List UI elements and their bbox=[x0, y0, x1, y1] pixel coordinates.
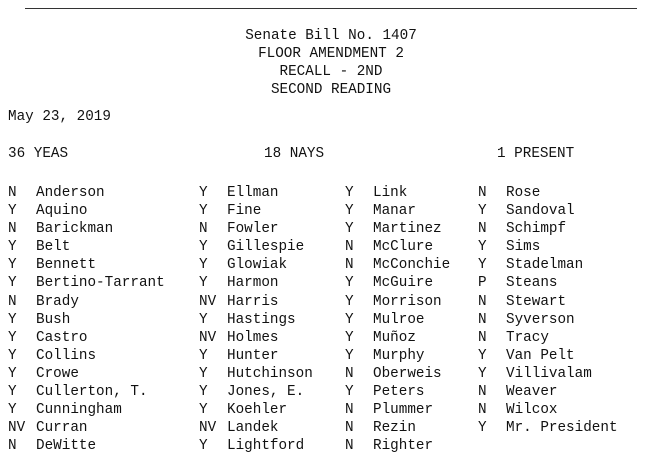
vote-code: Y bbox=[478, 365, 487, 382]
senator-name: Hutchinson bbox=[227, 365, 313, 382]
senator-name: Collins bbox=[36, 347, 97, 364]
vote-code: Y bbox=[8, 311, 17, 328]
vote-date: May 23, 2019 bbox=[8, 109, 111, 125]
vote-code: Y bbox=[8, 257, 17, 274]
senator-name: Steans bbox=[506, 275, 558, 292]
vote-code: Y bbox=[8, 384, 17, 401]
vote-code: N bbox=[345, 438, 354, 455]
senator-name: Anderson bbox=[36, 185, 105, 201]
senator-name: Holmes bbox=[227, 329, 279, 346]
senator-name: Murphy bbox=[373, 347, 425, 364]
action-title: RECALL - 2ND bbox=[279, 64, 383, 80]
vote-code: NV bbox=[199, 329, 217, 346]
vote-code: Y bbox=[8, 347, 17, 364]
yeas-count: 36 YEAS bbox=[8, 146, 69, 162]
senator-name: DeWitte bbox=[36, 438, 97, 455]
vote-code: N bbox=[345, 402, 354, 419]
vote-code: N bbox=[345, 239, 354, 256]
vote-code: Y bbox=[8, 275, 17, 292]
vote-code: P bbox=[478, 275, 487, 292]
vote-code: N bbox=[345, 257, 354, 274]
vote-code: Y bbox=[345, 275, 354, 292]
vote-code: Y bbox=[478, 239, 487, 256]
vote-code: Y bbox=[199, 347, 208, 364]
senator-name: Harmon bbox=[227, 275, 279, 292]
senator-name: Martinez bbox=[373, 221, 442, 238]
vote-code: Y bbox=[345, 293, 354, 310]
vote-code: Y bbox=[478, 257, 487, 274]
senator-name: Weaver bbox=[506, 384, 558, 401]
vote-code: N bbox=[478, 402, 487, 419]
senator-name: McGuire bbox=[373, 275, 434, 292]
senator-name: Oberweis bbox=[373, 365, 442, 382]
senator-name: Landek bbox=[227, 420, 279, 437]
vote-code: Y bbox=[199, 365, 208, 382]
vote-code: Y bbox=[199, 257, 208, 274]
vote-code: Y bbox=[345, 203, 354, 220]
vote-code: Y bbox=[8, 239, 17, 256]
senator-name: Fine bbox=[227, 203, 262, 220]
senator-name: Tracy bbox=[506, 329, 549, 346]
senator-name: Curran bbox=[36, 420, 88, 437]
senator-name: Harris bbox=[227, 293, 279, 310]
vote-code: Y bbox=[8, 203, 17, 220]
senator-name: Aquino bbox=[36, 203, 88, 220]
senator-name: Bush bbox=[36, 311, 71, 328]
vote-code: Y bbox=[8, 402, 17, 419]
senator-name: Stewart bbox=[506, 293, 567, 310]
senator-name: Rose bbox=[506, 185, 541, 201]
senator-name: Barickman bbox=[36, 221, 114, 238]
senator-name: Plummer bbox=[373, 402, 434, 419]
senator-name: Righter bbox=[373, 438, 434, 455]
senator-name: Muñoz bbox=[373, 329, 416, 346]
senator-name: Link bbox=[373, 185, 408, 201]
vote-code: Y bbox=[199, 384, 208, 401]
senator-name: Schimpf bbox=[506, 221, 567, 238]
senator-name: Cullerton, T. bbox=[36, 384, 148, 401]
vote-code: N bbox=[199, 221, 208, 238]
senator-name: Van Pelt bbox=[506, 347, 575, 364]
senator-name: Fowler bbox=[227, 221, 279, 238]
vote-code: N bbox=[345, 420, 354, 437]
senator-name: Manar bbox=[373, 203, 416, 220]
senator-name: Koehler bbox=[227, 402, 288, 419]
vote-code: Y bbox=[345, 185, 354, 201]
vote-code: N bbox=[8, 438, 17, 455]
senator-name: Peters bbox=[373, 384, 425, 401]
senator-name: Stadelman bbox=[506, 257, 584, 274]
vote-code: Y bbox=[199, 311, 208, 328]
vote-code: Y bbox=[199, 203, 208, 220]
vote-code: N bbox=[478, 221, 487, 238]
vote-code: Y bbox=[478, 347, 487, 364]
senator-name: Brady bbox=[36, 293, 79, 310]
reading-title: SECOND READING bbox=[270, 82, 392, 98]
vote-code: N bbox=[478, 329, 487, 346]
amendment-title: FLOOR AMENDMENT 2 bbox=[258, 46, 404, 62]
senator-name: Lightford bbox=[227, 438, 305, 455]
vote-code: N bbox=[478, 185, 487, 201]
senator-name: Mulroe bbox=[373, 311, 425, 328]
senator-name: Cunningham bbox=[36, 402, 122, 419]
senator-name: Bertino-Tarrant bbox=[36, 275, 165, 292]
vote-code: N bbox=[478, 311, 487, 328]
senator-name: Castro bbox=[36, 329, 88, 346]
senator-name: Belt bbox=[36, 239, 71, 256]
present-count: 1 PRESENT bbox=[497, 146, 575, 162]
senator-name: Crowe bbox=[36, 365, 79, 382]
vote-code: Y bbox=[199, 275, 208, 292]
vote-code: Y bbox=[199, 239, 208, 256]
senator-name: Hastings bbox=[227, 311, 296, 328]
vote-code: NV bbox=[8, 420, 26, 437]
senator-name: Bennett bbox=[36, 257, 97, 274]
senator-name: McClure bbox=[373, 239, 434, 256]
vote-code: Y bbox=[345, 329, 354, 346]
vote-code: Y bbox=[345, 384, 354, 401]
header-divider bbox=[25, 8, 637, 9]
bill-number: Senate Bill No. 1407 bbox=[245, 28, 417, 44]
vote-code: Y bbox=[345, 347, 354, 364]
vote-code: Y bbox=[345, 311, 354, 328]
vote-code: Y bbox=[478, 203, 487, 220]
vote-code: Y bbox=[199, 185, 208, 201]
senator-name: Gillespie bbox=[227, 239, 305, 256]
nays-count: 18 NAYS bbox=[264, 146, 325, 162]
vote-code: Y bbox=[8, 329, 17, 346]
senator-name: Sims bbox=[506, 239, 541, 256]
senator-name: Villivalam bbox=[506, 365, 592, 382]
senator-name: McConchie bbox=[373, 257, 451, 274]
vote-code: Y bbox=[199, 438, 208, 455]
senator-name: Sandoval bbox=[506, 203, 575, 220]
vote-code: Y bbox=[345, 221, 354, 238]
vote-code: N bbox=[478, 384, 487, 401]
vote-code: N bbox=[8, 221, 17, 238]
vote-code: Y bbox=[199, 402, 208, 419]
vote-code: N bbox=[8, 185, 17, 201]
senator-name: Morrison bbox=[373, 293, 442, 310]
senator-name: Wilcox bbox=[506, 402, 558, 419]
vote-code: Y bbox=[8, 365, 17, 382]
vote-code: N bbox=[8, 293, 17, 310]
vote-code: N bbox=[478, 293, 487, 310]
senator-name: Hunter bbox=[227, 347, 279, 364]
vote-code: NV bbox=[199, 293, 217, 310]
senator-name: Rezin bbox=[373, 420, 416, 437]
senator-name: Mr. President bbox=[506, 420, 618, 437]
senator-name: Glowiak bbox=[227, 257, 288, 274]
senator-name: Jones, E. bbox=[227, 384, 305, 401]
vote-code: NV bbox=[199, 420, 217, 437]
senator-name: Ellman bbox=[227, 185, 279, 201]
vote-code: N bbox=[345, 365, 354, 382]
senator-name: Syverson bbox=[506, 311, 575, 328]
vote-code: Y bbox=[478, 420, 487, 437]
